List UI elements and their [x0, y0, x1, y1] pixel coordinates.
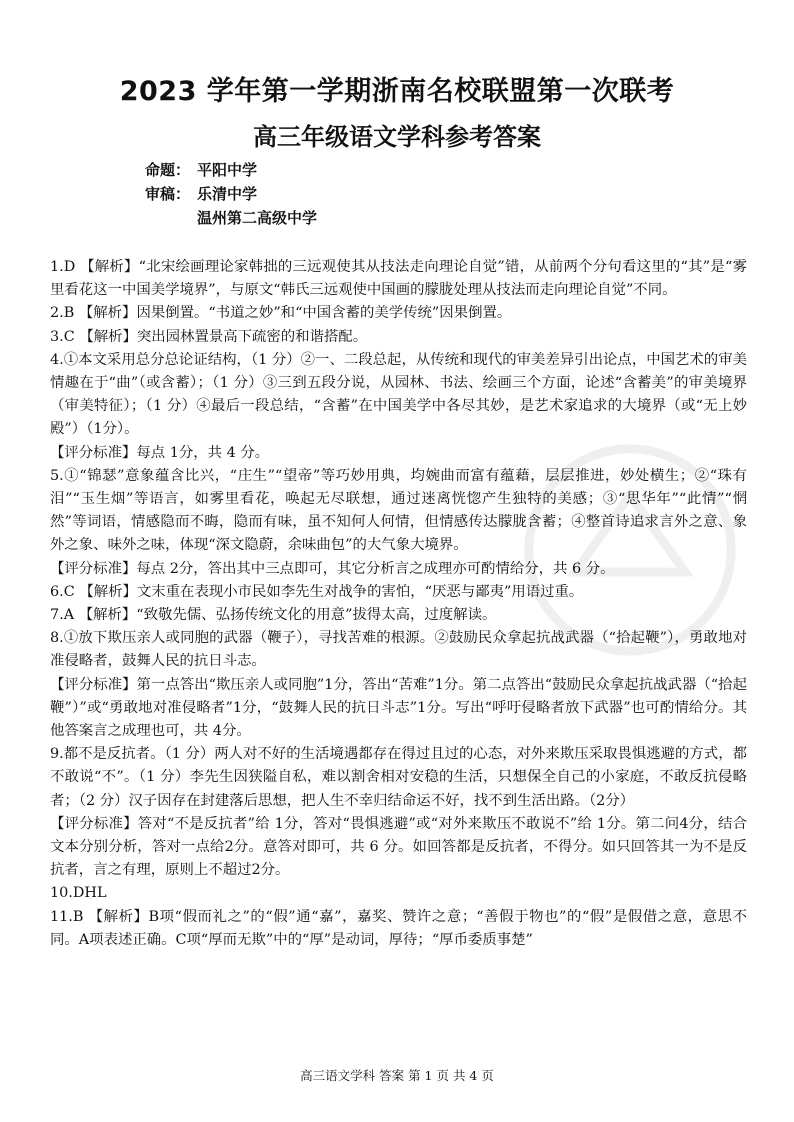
answer-item: 5.①“锦瑟”意象蕴含比兴，“庄生”“望帝”等巧妙用典，均婉曲而富有蕴藉，层层推进，妙处横生；②“珠有泪”“玉生烟”等语言，如雾里看花，唤起无尽联想，通过迷离恍惚产生独特的美感；③“思华年”“此情”“惘然”等词语，情感隐而不晦，隐而有味，虽不知何人何情，但情感传达朦胧含蓄；④整首诗追求言外之意、象外之象、味外之味，体现“深文隐蔚，余味曲包”的大气象大境界。 — [50, 467, 747, 554]
scoring-criteria: 【评分标准】第一点答出“欺压亲人或同胞”1分，答出“苦难”1分。第二点答出“鼓励民众拿起抗战武器（“拾起鞭”）”或“勇敢地对准侵略者”1分，“鼓舞人民的抗日斗志”1分。写出“呼吁侵略者放下武器”也可酌情给分。其他答案言之成理也可，共 4分。 — [50, 676, 747, 740]
answer-content — [50, 256, 747, 952]
answer-item: 10.DHL — [50, 885, 107, 902]
answer-item: 8.①放下欺压亲人或同胞的武器（鞭子），寻找苦难的根源。②鼓励民众拿起抗战武器（“拾起鞭”），勇敢地对准侵略者，鼓舞人民的抗日斗志。 — [50, 630, 747, 670]
credit-value: 乐清中学 — [197, 185, 258, 203]
credit-value: 温州第二高级中学 — [197, 209, 318, 227]
page-title: 2023 学年第一学期浙南名校联盟第一次联考 — [119, 76, 675, 107]
answer-item: 4.①本文采用总分总论证结构，（1 分）②一、二段总起，从传统和现代的审美差异引出论点，中国艺术的审美情趣在于“曲”（或含蓄）；（1 分）③三到五段分说，从园林、书法、绘画三个方面，论述“含蓄美”的审美境界（审美特征）；（1 分）④最后一段总结，“含蓄”在中国美学中各尽其妙，是艺术家追求的大境界（或“无上妙殿”）（1分）。 — [50, 351, 747, 438]
credit-label: 命题： — [145, 161, 191, 179]
answer-item: 1.D 【解析】“北宋绘画理论家韩拙的三远观使其从技法走向理论自觉”错，从前两个分句看这里的“其”是“雾里看花这一中国美学境界”，与原文“韩氏三远观使中国画的朦胧处理从技法而走向理论自觉”不同。 — [50, 259, 747, 299]
answer-item: 9.都不是反抗者。（1 分）两人对不好的生活境遇都存在得过且过的心态，对外来欺压采取畏惧逃避的方式，都不敢说“不”。（1 分）李先生因狭隘自私，难以割舍相对安稳的生活，只想保全自己的小家庭，不敢反抗侵略者；（2 分）汉子因存在封建落后思想，把人生不幸归结命运不好，找不到生活出路。（2分） — [50, 746, 747, 809]
credit-label — [145, 206, 197, 230]
credit-row-reviewer — [145, 182, 317, 206]
credit-row-reviewer-2 — [145, 206, 317, 230]
answer-item: 3.C 【解析】突出园林置景高下疏密的和谐搭配。 — [50, 328, 368, 345]
answer-item: 7.A 【解析】“致敬先儒、弘扬传统文化的用意”拔得太高，过度解读。 — [50, 607, 497, 624]
page-footer: 高三语文学科 答案 第 1 页 共 4 页 — [300, 1068, 494, 1083]
page-subtitle: 高三年级语文学科参考答案 — [253, 123, 541, 151]
credit-label: 审稿： — [145, 185, 191, 203]
credits-block — [145, 158, 317, 230]
scoring-criteria: 【评分标准】每点 2分，答出其中三点即可，其它分析言之成理亦可酌情给分，共 6 分。 — [50, 560, 615, 577]
credit-row-author — [145, 158, 317, 182]
scoring-criteria: 【评分标准】答对“不是反抗者”给 1分，答对“畏惧逃避”或“对外来欺压不敢说不”给 1分。第二问4分，结合文本分别分析，答对一点给2分。意答对即可，共 6 分。如回答都是反抗者，不得分。如只回答其一为不是反抗者，言之有理，原则上不超过2分。 — [50, 815, 747, 879]
credit-value: 平阳中学 — [197, 161, 258, 179]
answer-item: 6.C 【解析】文末重在表现小市民如李先生对战争的害怕，“厌恶与鄙夷”用语过重。 — [50, 583, 584, 600]
answer-item: 2.B 【解析】因果倒置。“书道之妙”和“中国含蓄的美学传统”因果倒置。 — [50, 305, 512, 322]
scoring-criteria: 【评分标准】每点 1分，共 4 分。 — [50, 444, 270, 461]
answer-item: 11.B 【解析】B项“假而礼之”的“假”通“嘉”，嘉奖、赞许之意；“善假于物也”的“假”是假借之意，意思不同。A项表述正确。C项“厚而无欺”中的“厚”是动词，厚待；“厚币委质事楚” — [50, 908, 747, 948]
